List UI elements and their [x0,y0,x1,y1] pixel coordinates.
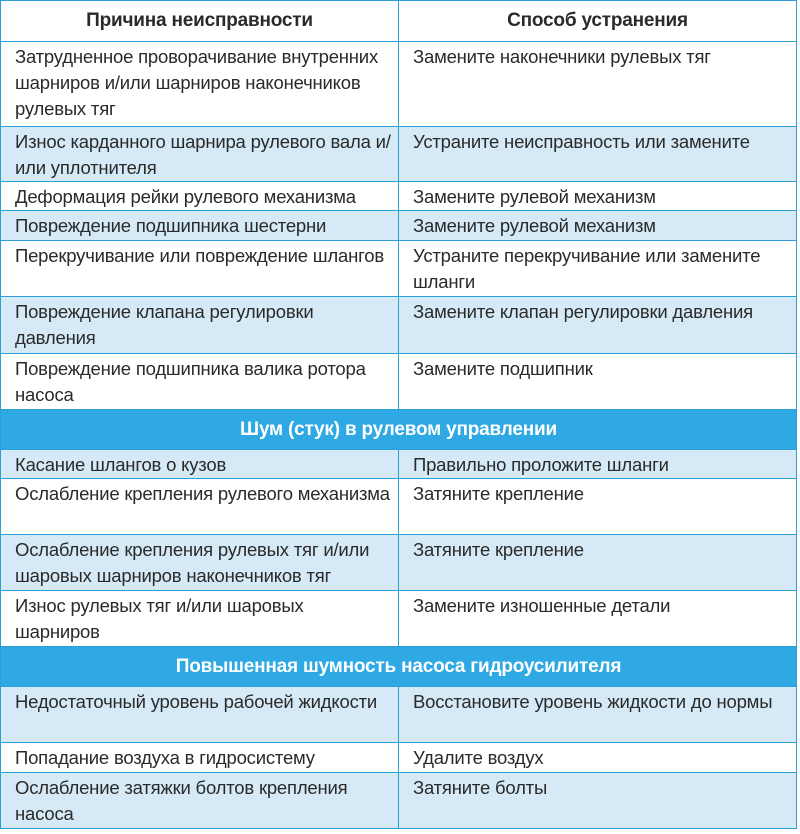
remedy-cell: Замените клапан регулировки давления [399,297,797,354]
table-row [1,42,797,127]
remedy-cell: Замените подшипник [399,354,797,410]
cause-cell: Касание шлангов о кузов [1,450,399,479]
remedy-cell: Затяните крепление [399,479,797,535]
remedy-cell: Устраните перекручивание или замените шланги [399,241,797,297]
header-remedy: Способ устранения [399,1,797,42]
section-title-noise: Шум (стук) в рулевом управлении [1,410,797,450]
table-header-row [1,1,797,42]
cause-cell: Недостаточный уровень рабочей жидкости [1,687,399,743]
table-row [1,354,797,410]
cause-cell: Ослабление крепления рулевых тяг и/или шаровых шарниров наконечников тяг [1,535,399,591]
header-cause: Причина неисправности [1,1,399,42]
table-row [1,297,797,354]
table-row [1,479,797,535]
remedy-cell: Замените изношенные детали [399,591,797,647]
cause-cell: Износ карданного шарнира рулевого вала и/или уплотнителя [1,127,399,182]
table-row [1,591,797,647]
cause-cell: Ослабление крепления рулевого механизма [1,479,399,535]
cause-cell: Ослабление затяжки болтов крепления насоса [1,773,399,829]
cause-cell: Износ рулевых тяг и/или шаровых шарниров [1,591,399,647]
table-row [1,127,797,182]
cause-cell: Попадание воздуха в гидросистему [1,743,399,773]
table-row [1,241,797,297]
cause-cell: Повреждение подшипника шестерни [1,211,399,241]
table-row [1,743,797,773]
section-header-row [1,647,797,687]
table-row [1,687,797,743]
cause-cell: Повреждение подшипника валика ротора насоса [1,354,399,410]
cause-cell: Перекручивание или повреждение шлангов [1,241,399,297]
remedy-cell: Восстановите уровень жидкости до нормы [399,687,797,743]
remedy-cell: Правильно проложите шланги [399,450,797,479]
remedy-cell: Удалите воздух [399,743,797,773]
table-row [1,182,797,211]
section-title-pump-noise: Повышенная шумность насоса гидроусилителя [1,647,797,687]
table-row [1,773,797,829]
table-row [1,535,797,591]
remedy-cell: Замените рулевой механизм [399,211,797,241]
remedy-cell: Устраните неисправность или замените [399,127,797,182]
remedy-cell: Замените наконечники рулевых тяг [399,42,797,127]
remedy-cell: Затяните крепление [399,535,797,591]
remedy-cell: Затяните болты [399,773,797,829]
cause-cell: Затрудненное проворачивание внутренних шарниров и/или шарниров наконечников рулевых тяг [1,42,399,127]
table-row [1,211,797,241]
table-row [1,450,797,479]
remedy-cell: Замените рулевой механизм [399,182,797,211]
cause-cell: Повреждение клапана регулировки давления [1,297,399,354]
cause-cell: Деформация рейки рулевого механизма [1,182,399,211]
section-header-row [1,410,797,450]
